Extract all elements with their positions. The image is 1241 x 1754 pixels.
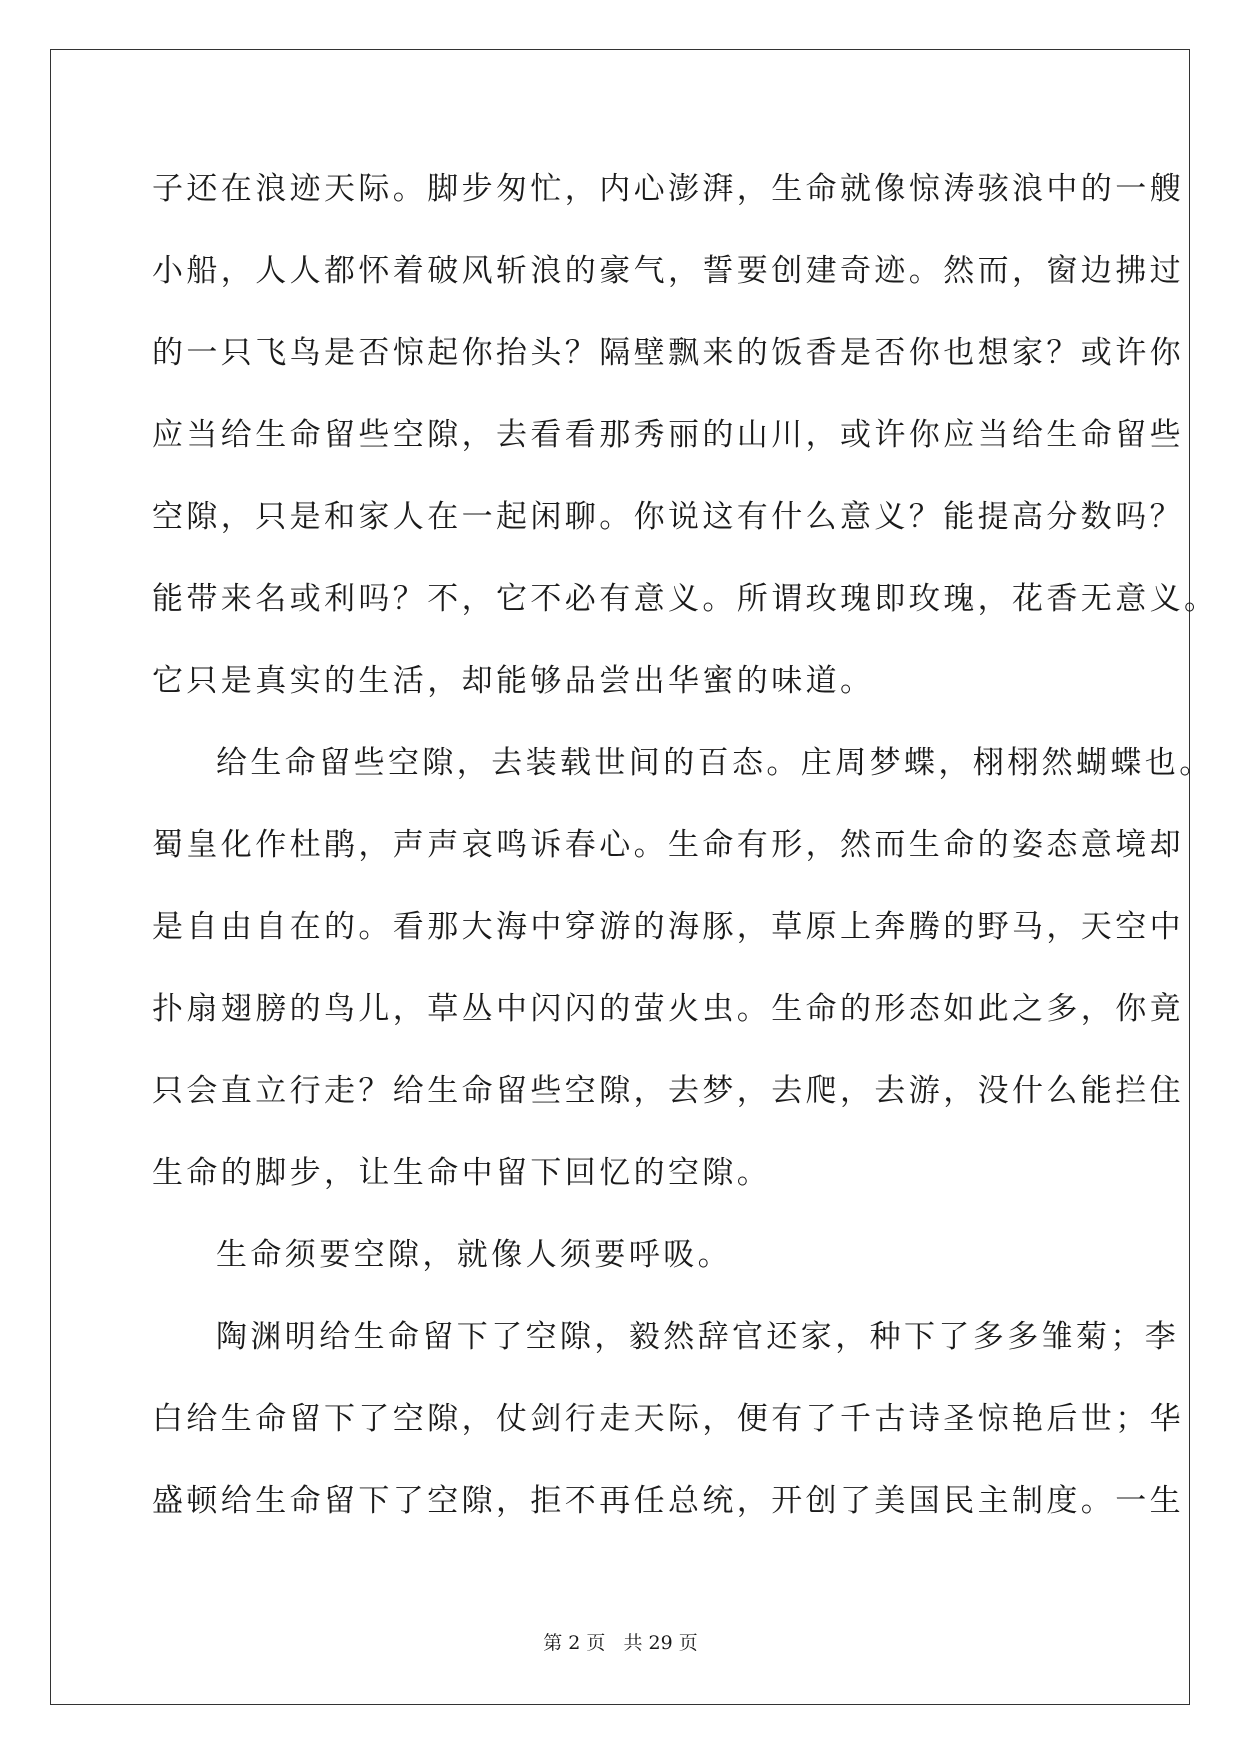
- text-line: 只会直立行走？给生命留些空隙，去梦，去爬，去游，没什么能拦住: [152, 1073, 1184, 1109]
- text-line: 生命的脚步，让生命中留下回忆的空隙。: [152, 1155, 772, 1191]
- text-line: 应当给生命留些空隙，去看看那秀丽的山川，或许你应当给生命留些: [152, 417, 1184, 453]
- page-footer: [0, 1628, 1241, 1655]
- text-line: 生命须要空隙，就像人须要呼吸。: [216, 1237, 732, 1273]
- text-line: 扑扇翅膀的鸟儿，草丛中闪闪的萤火虫。生命的形态如此之多，你竟: [152, 991, 1184, 1027]
- document-body: [152, 160, 1219, 1554]
- page-total: 共 29 页: [623, 1632, 698, 1654]
- text-line: 它只是真实的生活，却能够品尝出华蜜的味道。: [152, 663, 875, 699]
- text-line: 的一只飞鸟是否惊起你抬头？隔壁飘来的饭香是否你也想家？或许你: [152, 335, 1184, 371]
- text-line: 是自由自在的。看那大海中穿游的海豚，草原上奔腾的野马，天空中: [152, 909, 1184, 945]
- text-line: 小船，人人都怀着破风斩浪的豪气，誓要创建奇迹。然而，窗边拂过: [152, 253, 1184, 289]
- page-number: 第 2 页: [543, 1632, 606, 1654]
- text-line: 给生命留些空隙，去装载世间的百态。庄周梦蝶，栩栩然蝴蝶也。: [216, 745, 1214, 781]
- text-line: 白给生命留下了空隙，仗剑行走天际，便有了千古诗圣惊艳后世；华: [152, 1401, 1184, 1437]
- text-line: 盛顿给生命留下了空隙，拒不再任总统，开创了美国民主制度。一生: [152, 1483, 1184, 1519]
- text-line: 子还在浪迹天际。脚步匆忙，内心澎湃，生命就像惊涛骇浪中的一艘: [152, 171, 1184, 207]
- text-line: 陶渊明给生命留下了空隙，毅然辞官还家，种下了多多雏菊；李: [216, 1319, 1180, 1355]
- text-line: 空隙，只是和家人在一起闲聊。你说这有什么意义？能提高分数吗？: [152, 499, 1184, 535]
- text-line: 能带来名或利吗？不，它不必有意义。所谓玫瑰即玫瑰，花香无意义。: [152, 581, 1219, 617]
- text-line: 蜀皇化作杜鹃，声声哀鸣诉春心。生命有形，然而生命的姿态意境却: [152, 827, 1184, 863]
